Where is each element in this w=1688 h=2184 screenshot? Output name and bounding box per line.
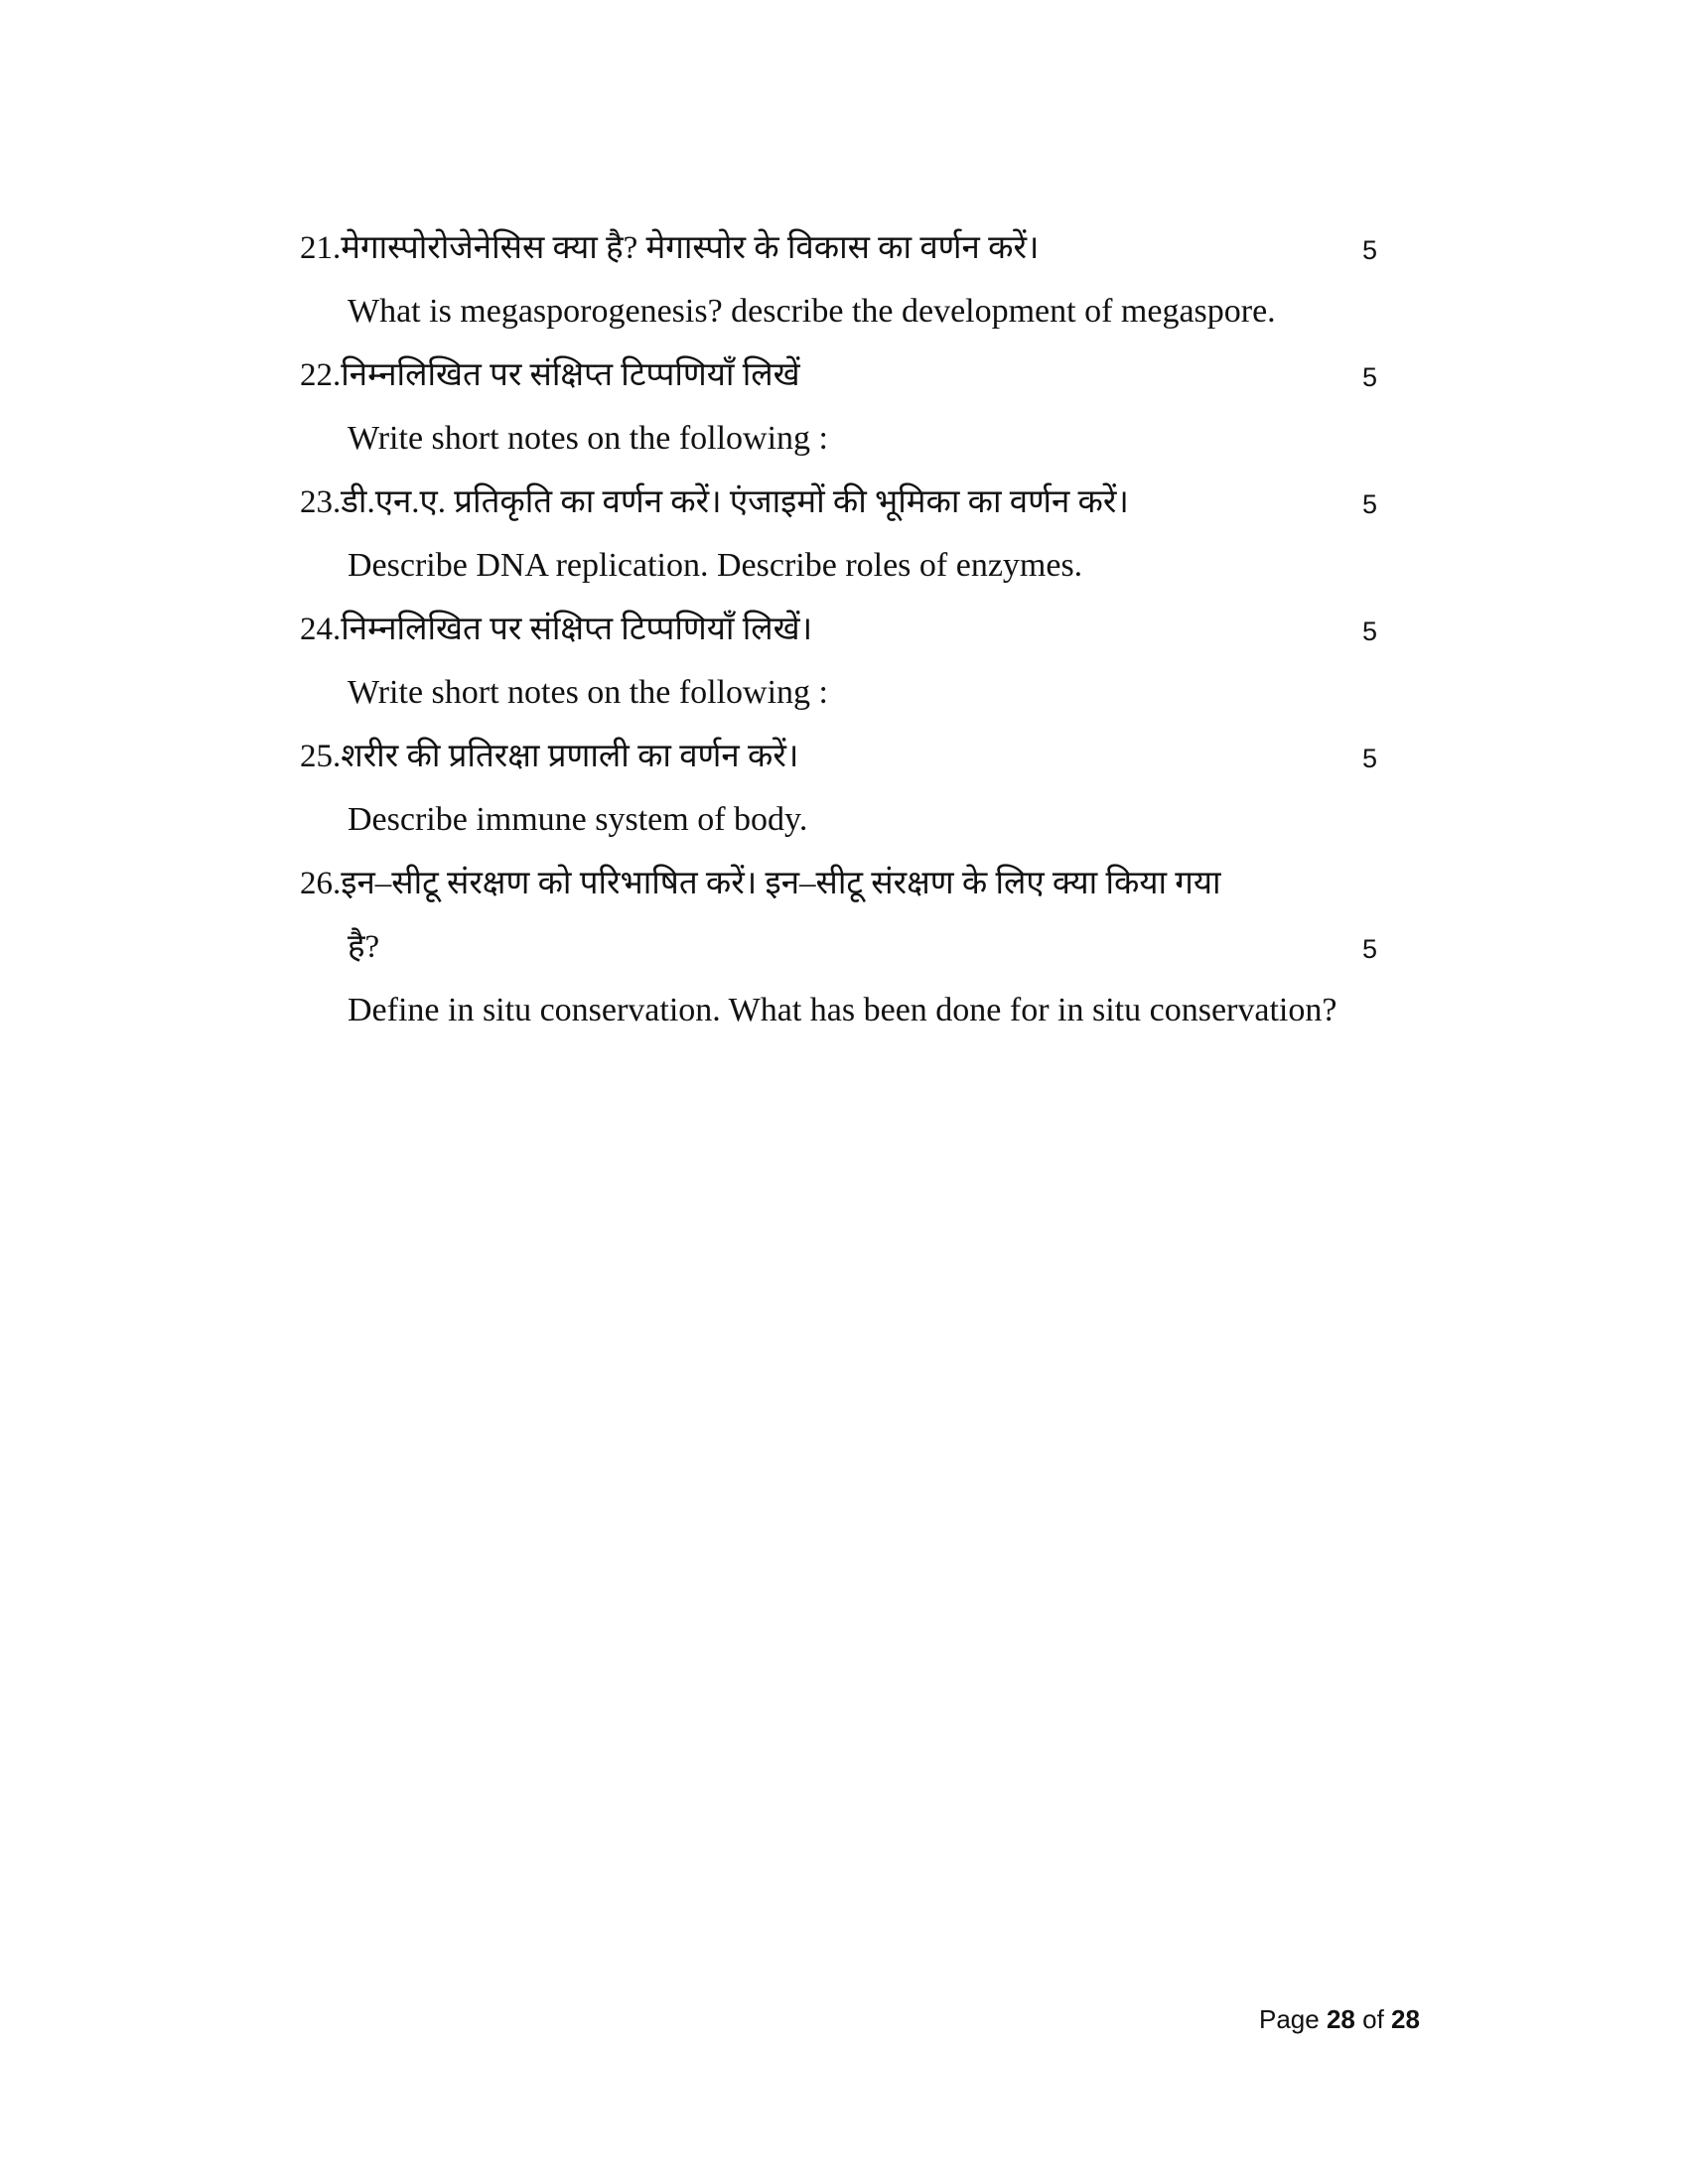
question-number: 26. (300, 866, 342, 901)
question-26-english: Define in situ conservation. What has been done for in situ conservation? (348, 992, 1337, 1028)
question-23-english: Describe DNA replication. Describe roles of enzymes. (348, 547, 1083, 584)
question-text-hindi: निम्नलिखित पर संक्षिप्त टिप्पणियाँ लिखें। (341, 612, 813, 647)
question-number: 21. (300, 230, 342, 266)
question-24-english: Write short notes on the following : (348, 674, 829, 711)
question-22-marks: 5 (1362, 362, 1378, 392)
question-26-hindi (300, 864, 1402, 903)
question-25-marks: 5 (1362, 744, 1378, 773)
question-22-hindi (300, 355, 1402, 395)
question-21-marks: 5 (1362, 235, 1378, 265)
question-21-hindi (300, 228, 1402, 268)
page-number-footer (1259, 2003, 1420, 2035)
question-text-hindi: निम्नलिखित पर संक्षिप्त टिप्पणियाँ लिखें (341, 357, 800, 393)
question-text-hindi: मेगास्पोरोजेनेसिस क्या है? मेगास्पोर के विकास का वर्णन करें। (341, 230, 1040, 266)
current-page: 28 (1326, 2004, 1355, 2034)
page-of-label: of (1362, 2004, 1384, 2034)
question-26-hindi-continued: है? (348, 929, 380, 965)
question-21-english: What is megasporogenesis? describe the development of megaspore. (348, 293, 1276, 330)
question-text-hindi: डी.एन.ए. प्रतिकृति का वर्णन करें। एंजाइमों की भूमिका का वर्णन करें। (341, 484, 1129, 520)
total-pages: 28 (1391, 2004, 1420, 2034)
question-25-english: Describe immune system of body. (348, 801, 808, 838)
question-text-hindi: इन–सीटू संरक्षण को परिभाषित करें। इन–सीटू संरक्षण के लिए क्या किया गया (341, 866, 1221, 901)
question-24-hindi (300, 610, 1402, 649)
page-label: Page (1259, 2004, 1320, 2034)
question-25-hindi (300, 737, 1402, 776)
question-24-marks: 5 (1362, 616, 1378, 646)
question-number: 22. (300, 357, 342, 393)
question-26-marks: 5 (1362, 934, 1378, 964)
question-text-hindi: शरीर की प्रतिरक्षा प्रणाली का वर्णन करें। (341, 739, 799, 774)
question-number: 24. (300, 612, 342, 647)
question-number: 23. (300, 484, 342, 520)
question-number: 25. (300, 739, 342, 774)
question-22-english: Write short notes on the following : (348, 420, 829, 457)
question-23-hindi (300, 482, 1402, 522)
question-23-marks: 5 (1362, 489, 1378, 519)
